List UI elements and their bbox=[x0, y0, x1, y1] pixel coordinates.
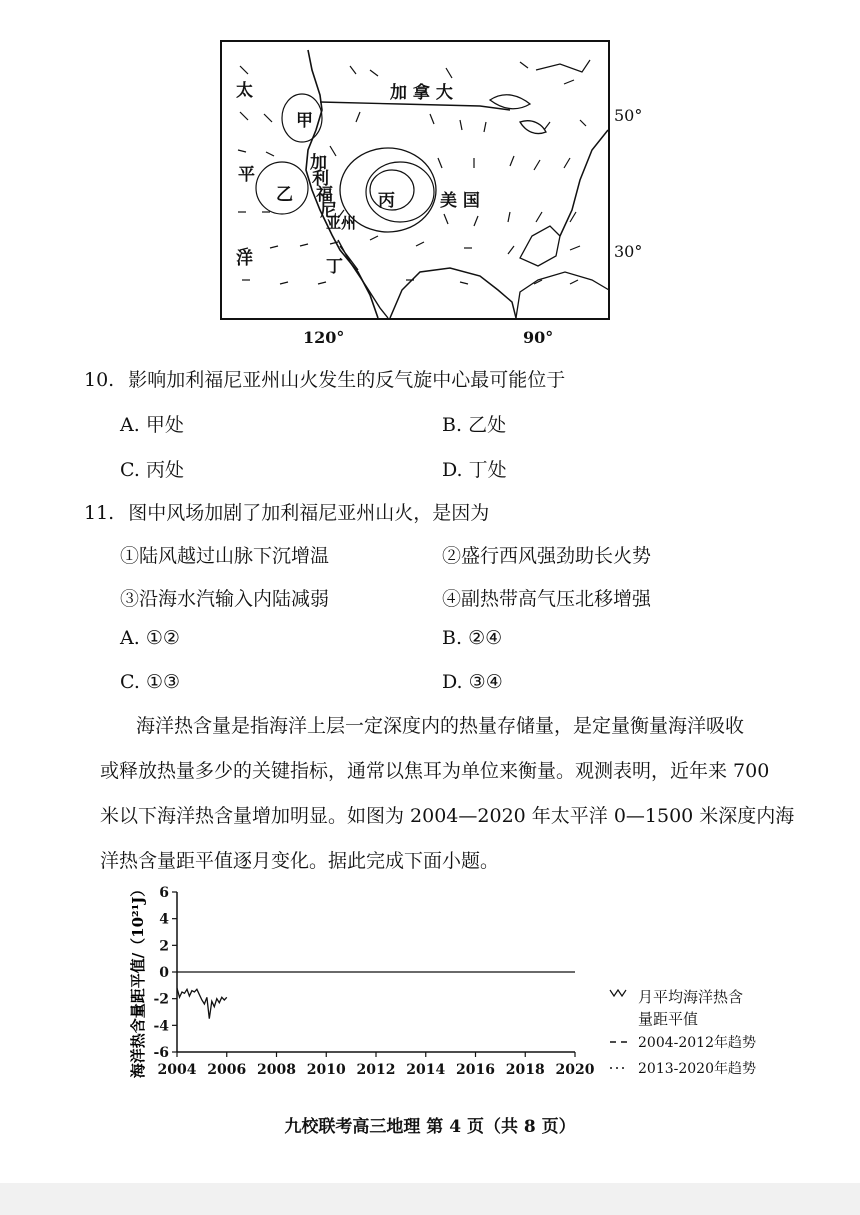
option-a[interactable] bbox=[120, 410, 184, 437]
statement-3: ③沿海水汽输入内陆减弱 bbox=[120, 588, 330, 610]
y-axis-label: 海洋热含量距平值/（10²¹J） bbox=[129, 881, 147, 1079]
option-d[interactable] bbox=[442, 671, 503, 693]
option-letter: C. bbox=[120, 671, 140, 693]
x-tick-label: 2006 bbox=[207, 1062, 247, 1078]
option-a[interactable] bbox=[120, 627, 180, 649]
question-10 bbox=[84, 365, 565, 392]
x-tick-label: 2018 bbox=[505, 1062, 545, 1078]
option-letter: C. bbox=[120, 459, 140, 481]
y-tick-label: 2 bbox=[159, 938, 169, 955]
option-text: ①② bbox=[145, 627, 180, 649]
lat-label-30: 30° bbox=[614, 242, 643, 261]
map-label-ping: 平 bbox=[238, 165, 255, 185]
option-b[interactable] bbox=[442, 410, 506, 437]
legend-label-monthly-line2: 量距平值 bbox=[638, 1010, 699, 1028]
question-11 bbox=[84, 498, 489, 525]
x-tick-label: 2012 bbox=[356, 1062, 396, 1078]
option-text: 丙处 bbox=[145, 459, 184, 481]
map-label-california-3: 福 bbox=[316, 185, 333, 205]
x-tick-label: 2004 bbox=[157, 1062, 197, 1078]
option-text: ②④ bbox=[468, 627, 503, 649]
chart-svg bbox=[125, 880, 825, 1100]
wind-field-map bbox=[220, 40, 610, 320]
map-label-yi: 乙 bbox=[276, 185, 293, 205]
lat-label-50: 50° bbox=[614, 106, 643, 125]
option-d[interactable] bbox=[442, 455, 507, 482]
map-label-ding: 丁 bbox=[326, 257, 343, 277]
option-letter: B. bbox=[442, 414, 463, 436]
ocean-heat-chart bbox=[125, 880, 825, 1100]
y-tick-label: -4 bbox=[153, 1018, 169, 1035]
x-tick-label: 2020 bbox=[555, 1062, 595, 1078]
lon-label-120: 120° bbox=[303, 328, 345, 347]
passage-line-3: 米以下海洋热含量增加明显。如图为 2004—2020 年太平洋 0—1500 米深度内海 bbox=[100, 805, 795, 827]
y-tick-label: -2 bbox=[153, 991, 169, 1008]
option-b[interactable] bbox=[442, 627, 502, 649]
option-text: 甲处 bbox=[145, 414, 184, 436]
x-tick-label: 2016 bbox=[456, 1062, 495, 1078]
y-tick-label: -6 bbox=[153, 1045, 169, 1061]
option-letter: D. bbox=[442, 459, 463, 481]
option-text: ③④ bbox=[468, 671, 503, 693]
option-c[interactable] bbox=[120, 671, 180, 693]
option-text: ①③ bbox=[145, 671, 181, 693]
map-label-jia: 甲 bbox=[296, 111, 313, 131]
map-label-bing: 丙 bbox=[378, 191, 395, 211]
y-tick-label: 6 bbox=[159, 885, 169, 901]
legend-label-trend-2013-2020: 2013-2020年趋势 bbox=[638, 1061, 756, 1077]
option-text: 乙处 bbox=[468, 414, 507, 436]
legend-label-trend-2004-2012: 2004-2012年趋势 bbox=[638, 1035, 756, 1051]
map-label-yang: 洋 bbox=[236, 249, 253, 269]
statement-1: ①陆风越过山脉下沉增温 bbox=[120, 545, 330, 567]
map-label-california-5: 亚州 bbox=[326, 214, 357, 232]
question-number: 11. bbox=[84, 502, 115, 524]
option-letter: B. bbox=[442, 627, 463, 649]
x-tick-label: 2008 bbox=[257, 1062, 296, 1078]
option-letter: A. bbox=[120, 414, 140, 436]
y-tick-label: 4 bbox=[159, 911, 169, 928]
map-label-california-4: 尼 bbox=[320, 201, 337, 221]
question-number: 10. bbox=[84, 369, 115, 391]
bottom-bar bbox=[0, 1183, 860, 1215]
lon-label-90: 90° bbox=[523, 328, 554, 347]
x-tick-label: 2010 bbox=[306, 1062, 346, 1078]
x-tick-label: 2014 bbox=[406, 1062, 446, 1078]
statement-2: ②盛行西风强劲助长火势 bbox=[442, 545, 652, 567]
map-label-california-2: 利 bbox=[312, 169, 329, 189]
map-label-canada: 加 拿 大 bbox=[390, 83, 453, 103]
passage-line-1: 海洋热含量是指海洋上层一定深度内的热量存储量，是定量衡量海洋吸收 bbox=[136, 715, 745, 737]
map-label-california-1: 加 bbox=[310, 153, 327, 173]
legend-swatch-monthly bbox=[610, 990, 626, 996]
series-line-monthly bbox=[177, 988, 227, 1019]
passage-line-2: 或释放热量多少的关键指标，通常以焦耳为单位来衡量。观测表明，近年来 700 bbox=[100, 760, 770, 782]
legend-label-monthly-line1: 月平均海洋热含 bbox=[638, 988, 744, 1006]
y-tick-label: 0 bbox=[159, 965, 169, 981]
passage-line-4: 洋热含量距平值逐月变化。据此完成下面小题。 bbox=[100, 850, 500, 872]
page-footer: 九校联考高三地理 第 4 页（共 8 页） bbox=[284, 1117, 576, 1137]
option-c[interactable] bbox=[120, 455, 184, 482]
option-letter: A. bbox=[120, 627, 140, 649]
option-letter: D. bbox=[442, 671, 463, 693]
statement-4: ④副热带高气压北移增强 bbox=[442, 588, 652, 610]
map-label-tai: 太 bbox=[236, 81, 253, 101]
passage bbox=[100, 704, 795, 884]
question-stem: 影响加利福尼亚州山火发生的反气旋中心最可能位于 bbox=[128, 369, 566, 391]
option-text: 丁处 bbox=[468, 459, 507, 481]
map-label-usa: 美 国 bbox=[440, 191, 480, 211]
question-stem: 图中风场加剧了加利福尼亚州山火，是因为 bbox=[128, 502, 490, 524]
